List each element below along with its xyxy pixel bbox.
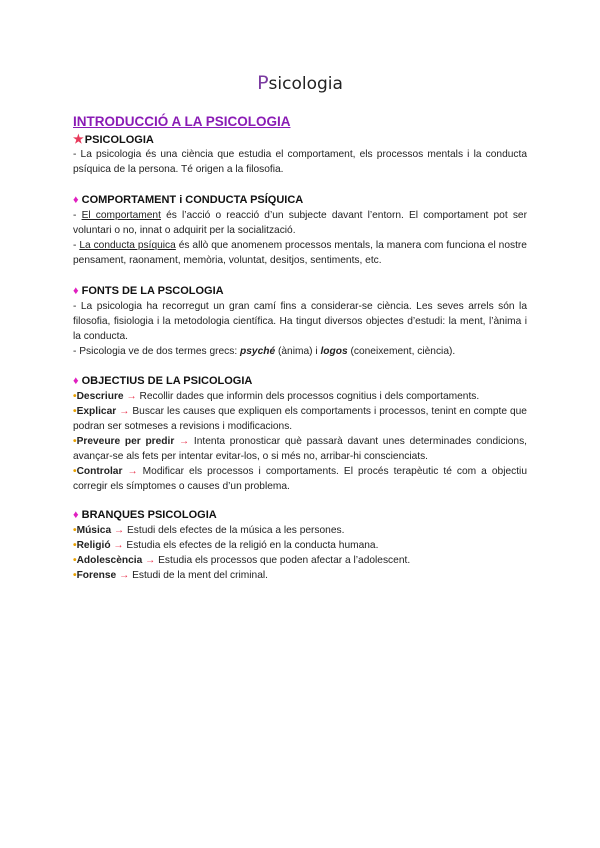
item-text: Modificar els processos i comportaments. El procés terapèutic té com a objectiu corregir els símptomes o causes d’un problema. bbox=[73, 466, 527, 492]
term-logos: logos bbox=[320, 346, 348, 357]
paragraph-text: - Psicologia ve de dos termes grecs: bbox=[73, 346, 241, 357]
list-item bbox=[73, 568, 527, 583]
section-heading-text: COMPORTAMENT i CONDUCTA PSÍQUICA bbox=[81, 194, 304, 206]
arrow-icon: → bbox=[113, 540, 124, 551]
arrow-icon: → bbox=[126, 391, 137, 402]
arrow-icon: → bbox=[113, 525, 125, 536]
item-text: Estudia els processos que poden afectar a l’adolescent. bbox=[155, 555, 411, 566]
document-title bbox=[73, 72, 527, 94]
title-initial: P bbox=[257, 72, 269, 94]
section-heading bbox=[73, 508, 527, 523]
item-term: Explicar bbox=[76, 406, 117, 417]
term-psyche: psyché bbox=[240, 346, 276, 357]
section-heading bbox=[73, 284, 527, 299]
star-icon: ★ bbox=[73, 132, 84, 146]
paragraph: - La psicologia ha recorregut un gran camí fins a considerar-se ciència. Les seves arrels són la filosofia, fisiologia i la metodologia científica. Ha tingut diversos objectes d’estudi: la ment, l’ànima i la conducta. bbox=[73, 301, 527, 342]
term-conducta: La conducta psíquica bbox=[79, 240, 176, 251]
paragraph-text: és l’acció o reacció d’un subjecte davant l’entorn. El comportament pot ser voluntari o no, innat o adquirit per la socialització. bbox=[73, 210, 527, 236]
section-heading-text: OBJECTIUS DE LA PSICOLOGIA bbox=[81, 375, 253, 387]
section-branques bbox=[73, 508, 527, 583]
item-term: Forense bbox=[76, 570, 117, 581]
list-item bbox=[73, 523, 527, 538]
list-item bbox=[73, 464, 527, 494]
arrow-icon: → bbox=[119, 406, 130, 417]
item-term: Preveure per predir bbox=[76, 436, 175, 447]
section-heading-text: PSICOLOGIA bbox=[84, 134, 154, 146]
bullet-icon: • bbox=[73, 406, 77, 417]
list-item bbox=[73, 434, 527, 464]
item-term: Controlar bbox=[76, 466, 123, 477]
section-fonts bbox=[73, 284, 527, 359]
section-psicologia bbox=[73, 132, 527, 177]
bullet-icon: • bbox=[73, 391, 77, 402]
term-comportament: El comportament bbox=[81, 210, 161, 221]
arrow-icon: → bbox=[145, 555, 156, 566]
diamond-icon: ♦ bbox=[73, 375, 79, 387]
main-heading: INTRODUCCIÓ A LA PSICOLOGIA bbox=[73, 114, 291, 129]
section-heading bbox=[73, 132, 527, 147]
dash: - bbox=[73, 210, 82, 221]
list-item bbox=[73, 404, 527, 434]
bullet-icon: • bbox=[73, 436, 77, 447]
paragraph-text: (ànima) i bbox=[275, 346, 321, 357]
paragraph-text: és allò que anomenem processos mentals, la manera com funciona el nostre pensament, raonament, memòria, voluntat, desitjos, sentiments, etc. bbox=[73, 240, 527, 266]
item-term: Música bbox=[76, 525, 112, 536]
section-heading bbox=[73, 374, 527, 389]
paragraph-text: (coneixement, ciència). bbox=[347, 346, 456, 357]
diamond-icon: ♦ bbox=[73, 285, 79, 297]
item-text: Estudi de la ment del criminal. bbox=[129, 570, 268, 581]
bullet-icon: • bbox=[73, 466, 77, 477]
bullet-icon: • bbox=[73, 570, 77, 581]
dash: - bbox=[73, 240, 80, 251]
item-text: Buscar les causes que expliquen els comportaments i processos, tenint en compte que podran ser sotmeses a revisions i modificacions. bbox=[73, 406, 527, 432]
diamond-icon: ♦ bbox=[73, 194, 79, 206]
list-item bbox=[73, 553, 527, 568]
list-item bbox=[73, 538, 527, 553]
item-text: Estudia els efectes de la religió en la conducta humana. bbox=[123, 540, 379, 551]
section-heading-text: FONTS DE LA PSCOLOGIA bbox=[81, 285, 224, 297]
section-heading bbox=[73, 193, 527, 208]
bullet-icon: • bbox=[73, 555, 77, 566]
item-text: Recollir dades que informin dels processos cognitius i dels comportaments. bbox=[136, 391, 480, 402]
item-term: Adolescència bbox=[76, 555, 143, 566]
item-term: Descriure bbox=[76, 391, 124, 402]
title-rest: sicologia bbox=[268, 74, 343, 94]
arrow-icon: → bbox=[127, 466, 138, 477]
list-item bbox=[73, 389, 527, 404]
paragraph bbox=[73, 238, 527, 268]
paragraph bbox=[73, 208, 527, 238]
item-text: Estudi dels efectes de la música a les persones. bbox=[124, 525, 345, 536]
bullet-icon: • bbox=[73, 540, 77, 551]
arrow-icon: → bbox=[119, 570, 130, 581]
bullet-icon: • bbox=[73, 525, 77, 536]
section-comportament bbox=[73, 193, 527, 268]
section-heading-text: BRANQUES PSICOLOGIA bbox=[81, 509, 217, 521]
paragraph bbox=[73, 344, 527, 359]
section-objectius bbox=[73, 374, 527, 494]
arrow-icon: → bbox=[179, 436, 190, 447]
item-text: Intenta pronosticar què passarà davant unes determinades condicions, avançar-se als fets per intentar evitar-los, o si més no, arribar-hi conscienciats. bbox=[73, 436, 527, 462]
paragraph: - La psicologia és una ciència que estudia el comportament, els processos mentals i la conducta psíquica de la persona. Té origen a la filosofia. bbox=[73, 149, 527, 175]
item-term: Religió bbox=[76, 540, 111, 551]
diamond-icon: ♦ bbox=[73, 509, 79, 521]
